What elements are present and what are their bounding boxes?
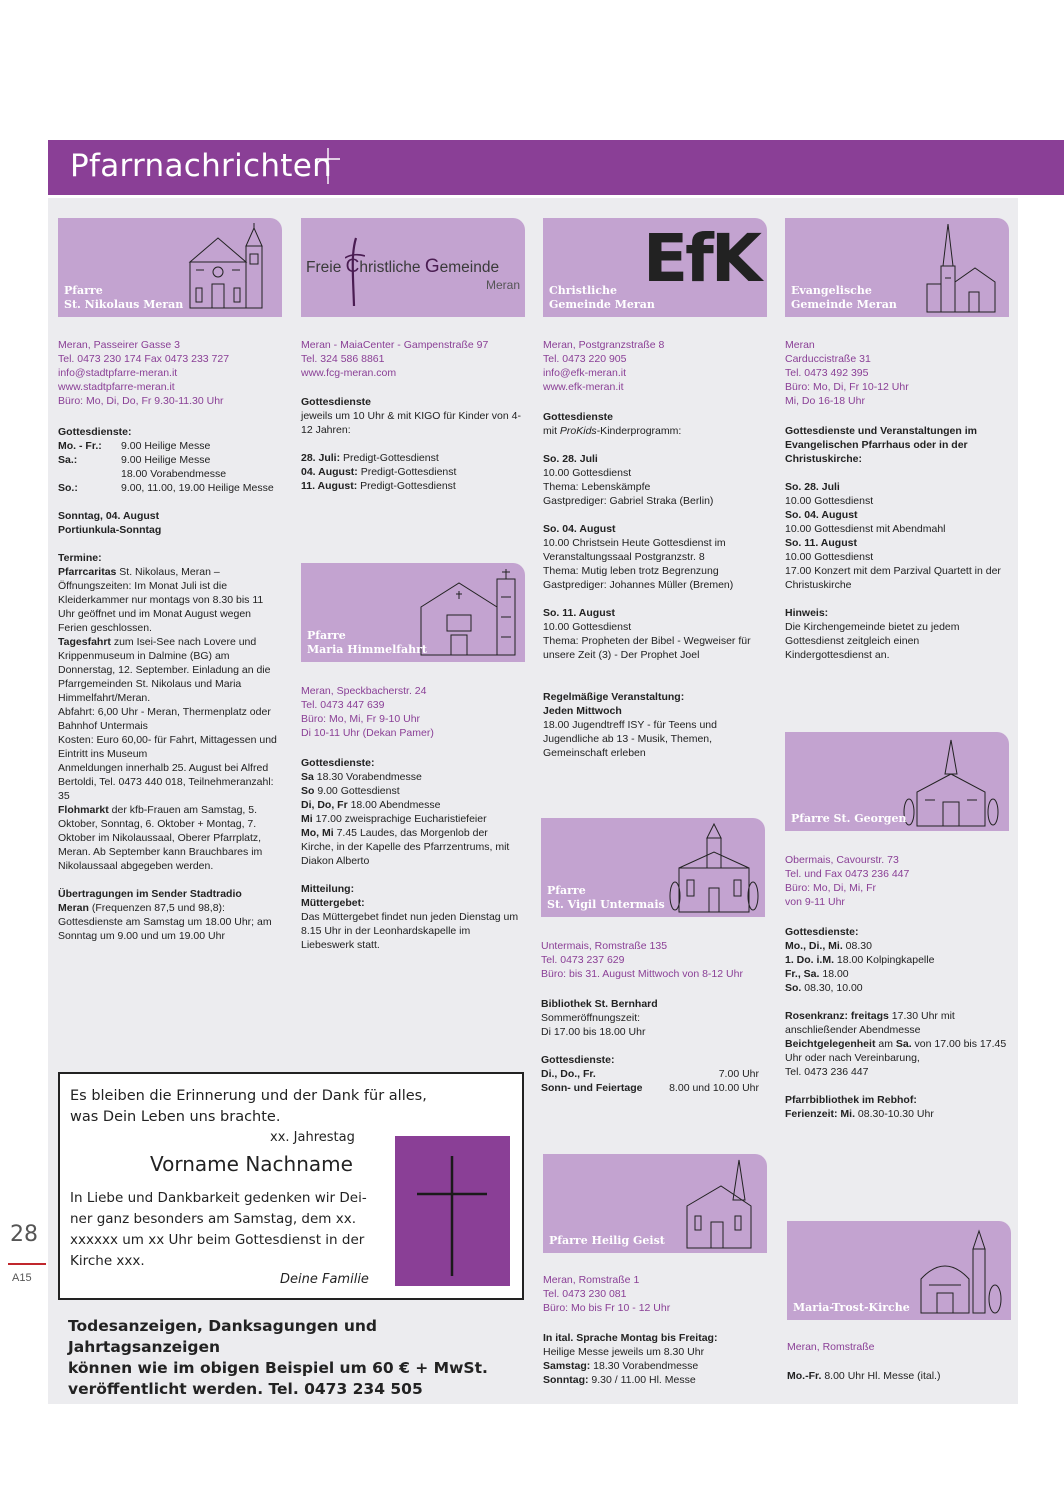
regular-subheading: Jeden Mittwoch: [543, 705, 622, 717]
services-st-vigil: [541, 997, 759, 1095]
office-hours: Büro: Mo, Di, Do, Fr 9.30-11.30 Uhr: [58, 395, 224, 407]
service-date: So. 28. Juli: [785, 481, 840, 493]
church-icon: [681, 1158, 757, 1250]
address: Obermais, Cavourstr. 73: [785, 854, 899, 866]
phone: Tel. 0473 220 905: [543, 353, 627, 365]
service-line: 10.00 Gottesdienst: [785, 551, 874, 563]
parish-name-line: Maria Himmelfahrt: [307, 643, 427, 656]
email-link[interactable]: info@stadtpfarre-meran.it: [58, 367, 178, 379]
termine-anmeldung: Anmeldungen innerhalb 25. August bei Alfred Bertoldi, Tel. 0473 440 018, Teilnehmeranzahl: 35: [58, 762, 274, 802]
radio-heading: Übertragungen im Sender Stadtradio: [58, 888, 242, 900]
date-value: Predigt-Gottesdienst: [357, 466, 457, 478]
regular-heading: Regelmäßige Veranstaltung:: [543, 691, 685, 703]
service-row: [301, 826, 523, 868]
services-fcg: [301, 395, 525, 493]
library-heading: Bibliothek St. Bernhard: [541, 998, 658, 1010]
fcg-logo-sub: Meran: [485, 278, 520, 292]
parish-name-line: Pfarre: [64, 284, 103, 297]
service-line: Heilige Messe jeweils um 8.30 Uhr: [543, 1346, 705, 1358]
ad-notice: [68, 1316, 528, 1400]
office-hours: Mi, Do 16-18 Uhr: [785, 395, 865, 407]
memorial-quote-line: Es bleiben die Erinnerung und der Dank für alles,: [70, 1088, 427, 1104]
fcg-logo-letter: G: [424, 256, 440, 277]
cross-icon: [395, 1136, 510, 1286]
fcg-logo-word: Freie: [306, 259, 342, 276]
service-row: [787, 1369, 1009, 1383]
parish-name: Maria-Trost-Kirche: [793, 1301, 910, 1314]
caritas-label: Pfarrcaritas: [58, 566, 117, 578]
service-preacher: Gastprediger: Gabriel Straka (Berlin): [543, 495, 714, 507]
notice-heading: Mitteilung:: [301, 883, 355, 895]
service-time: 18.00: [819, 968, 849, 980]
confession-day: Sa.: [895, 1038, 912, 1050]
date-value: Predigt-Gottesdienst: [357, 480, 456, 492]
contact-fcg: [301, 338, 531, 380]
notice-text: Das Müttergebet findet nun jeden Dienstag um 8.15 Uhr in der Leonhardskapelle im Liebeswerk statt.: [301, 911, 519, 951]
service-day: Mo, Mi: [301, 827, 334, 839]
header-fcg: [301, 218, 525, 317]
memorial-body-line: In Liebe und Dankbarkeit gedenken wir Dei-: [70, 1190, 367, 1206]
service-date: So. 11. August: [785, 537, 857, 549]
contact-heilig-geist: [543, 1273, 773, 1315]
termine-tagesfahrt: [58, 635, 282, 705]
service-row: [543, 1373, 765, 1387]
phone: Tel. 0473 236 447: [785, 1066, 869, 1078]
date-label: 28. Juli:: [301, 452, 341, 464]
services-text-pre: mit: [543, 425, 560, 437]
parish-name-line: Christliche: [549, 284, 618, 297]
service-date: [301, 451, 525, 465]
email-link[interactable]: info@efk-meran.it: [543, 367, 627, 379]
address: Meran, Romstraße 1: [543, 1274, 640, 1286]
rosary-body: 17.30 Uhr mit anschließender Abendmesse: [785, 1010, 955, 1036]
services-maria-trost: [787, 1369, 1009, 1383]
rosary-label: Rosenkranz: freitags: [785, 1010, 889, 1022]
fcg-logo: [306, 256, 499, 278]
service-day: So.:: [58, 482, 78, 494]
services-heilig-geist: [543, 1331, 765, 1387]
service-row: [301, 798, 523, 812]
service-day: 1. Do. i.M.: [785, 954, 835, 966]
prokids-label: ProKids: [559, 425, 597, 437]
web-link[interactable]: www.efk-meran.it: [543, 381, 624, 393]
service-time: 9.00, 11.00, 19.00 Heilige Messe: [121, 482, 274, 494]
service-time: 18.00 Kolpingkapelle: [834, 954, 935, 966]
parish-name-line: St. Vigil Untermais: [547, 898, 665, 911]
parish-name: [791, 284, 897, 312]
service-day: Mo. - Fr.:: [58, 440, 102, 452]
header-heilig-geist: [543, 1154, 767, 1253]
confession-body: von 17.00 bis 17.45 Uhr oder nach Vereinbarung,: [785, 1038, 1007, 1064]
address: Meran, Romstraße: [787, 1341, 875, 1353]
service-preacher: Gastprediger: Johannes Müller (Bremen): [543, 579, 734, 591]
service-row: [301, 770, 523, 784]
termine-heading: Termine:: [58, 552, 102, 564]
services-text: jeweils um 10 Uhr & mit KIGO für Kinder von 4-12 Jahren:: [301, 410, 521, 436]
address: Untermais, Romstraße 135: [541, 940, 668, 952]
parish-name-line: Gemeinde Meran: [549, 298, 655, 311]
parish-name-line: Gemeinde Meran: [791, 298, 897, 311]
flohmarkt-label: Flohmarkt: [58, 804, 109, 816]
phone: Tel. 0473 447 639: [301, 699, 385, 711]
fcg-logo-word: hristliche: [359, 259, 421, 276]
service-time: 7.00 Uhr: [718, 1068, 759, 1080]
library-time: 08.30-10.30 Uhr: [855, 1108, 934, 1120]
address: Meran - MaiaCenter - Gampenstraße 97: [301, 339, 489, 351]
page-code: A15: [12, 1272, 32, 1284]
service-row: [785, 967, 1007, 981]
regular-text: 18.00 Jugendtreff ISY - für Teens und Jugendliche ab 13 - Musik, Themen, Gemeinschaft erleben: [543, 719, 717, 759]
service-day: Mi: [301, 813, 313, 825]
memorial-name: Vorname Nachname: [150, 1152, 353, 1176]
office-hours: Büro: Mo, Mi, Fr 9-10 Uhr: [301, 713, 421, 725]
tagesfahrt-label: Tagesfahrt: [58, 636, 111, 648]
services-heading: Gottesdienste:: [785, 926, 859, 938]
service-row: [301, 784, 523, 798]
service-day: Sa: [301, 771, 314, 783]
church-icon: [669, 822, 759, 914]
service-day: Sa.:: [58, 454, 78, 466]
phone: Tel. 324 586 8861: [301, 353, 385, 365]
service-day: Mo., Di., Mi.: [785, 940, 843, 952]
service-time: 08.30: [842, 940, 872, 952]
library-line: Di 17.00 bis 18.00 Uhr: [541, 1026, 646, 1038]
termine-abfahrt: Abfahrt: 6,00 Uhr - Meran, Thermenplatz oder Bahnhof Untermais: [58, 706, 271, 732]
fcg-logo-word: emeinde: [439, 259, 500, 276]
ad-line: können wie im obigen Beispiel um 60 € + MwSt.: [68, 1359, 488, 1377]
services-st-georgen: [785, 925, 1007, 1121]
memorial-body-line: Kirche xxx.: [70, 1253, 145, 1269]
sunday-subtitle: Portiunkula-Sonntag: [58, 524, 162, 536]
church-icon: [915, 1227, 1003, 1315]
service-line: 10.00 Christsein Heute Gottesdienst im Veranstaltungssaal Postgranzstr. 8: [543, 537, 726, 563]
section-title: Pfarrnachrichten: [70, 148, 333, 184]
phone: Tel. 0473 237 629: [541, 954, 625, 966]
contact-evangelisch: [785, 338, 1015, 408]
service-day: Sonntag:: [543, 1374, 589, 1386]
phone: Tel. und Fax 0473 236 447: [785, 868, 910, 880]
service-day: Mo.-Fr.: [787, 1370, 822, 1382]
page-divider: [8, 1263, 46, 1265]
office-hours: Büro: bis 31. August Mittwoch von 8-12 Uhr: [541, 968, 743, 980]
memorial-notice-box: [58, 1072, 524, 1300]
address: Meran: [785, 339, 815, 351]
services-heading: Gottesdienste: [301, 396, 372, 408]
radio-label: Meran: [58, 902, 89, 914]
contact-maria-trost: [787, 1340, 1017, 1354]
services-heading: In ital. Sprache Montag bis Freitag:: [543, 1332, 718, 1344]
service-time: 8.00 Uhr Hl. Messe (ital.): [821, 1370, 941, 1382]
services-st-nikolaus: [58, 425, 282, 943]
parish-name: Pfarre St. Georgen: [791, 812, 907, 825]
confession-mid: am: [875, 1038, 896, 1050]
tagesfahrt-text: zum Isei-See nach Lovere und Krippenmuseum in Dalmine (BG) am Donnerstag, 12. September. Einladung an die Pfarrgemeinden St. Nikolaus und Maria Himmelfahrt/Meran.: [58, 636, 271, 704]
web-link[interactable]: www.stadtpfarre-meran.it: [58, 381, 175, 393]
contact-efk: [543, 338, 773, 394]
contact-maria-himmelfahrt: [301, 684, 531, 740]
header-evangelisch: [785, 218, 1009, 317]
header-st-vigil: [541, 818, 765, 917]
header-st-nikolaus: [58, 218, 282, 317]
memorial-family: Deine Familie: [280, 1272, 369, 1287]
services-evangelisch: [785, 424, 1007, 662]
service-line: 17.00 Konzert mit dem Parzival Quartett in der Christuskirche: [785, 565, 1001, 591]
library-hours: [785, 1107, 1007, 1121]
confession-label: Beichtgelegenheit: [785, 1038, 876, 1050]
service-row: [541, 1067, 759, 1081]
service-day: Fr., Sa.: [785, 968, 820, 980]
church-icon: [925, 222, 997, 314]
date-label: 04. August:: [301, 466, 358, 478]
cross-icon: [313, 146, 343, 186]
service-time: 9.00 Heilige Messe: [121, 454, 211, 466]
address: Meran, Passeirer Gasse 3: [58, 339, 180, 351]
header-maria-trost: [787, 1221, 1011, 1320]
date-value: Predigt-Gottesdienst: [340, 452, 439, 464]
service-date: So. 28. Juli: [543, 453, 598, 465]
contact-st-nikolaus: [58, 338, 288, 408]
contact-st-georgen: [785, 853, 1015, 909]
parish-name-line: Pfarre: [307, 629, 346, 642]
service-date: So. 04. August: [543, 523, 616, 535]
parish-name: Pfarre Heilig Geist: [549, 1234, 665, 1247]
service-time: 7.45 Laudes, das Morgenlob der Kirche, in der Kapelle des Pfarrzentrums, mit Diakon Alberto: [301, 827, 510, 867]
web-link[interactable]: www.fcg-meran.com: [301, 367, 397, 379]
service-day: So: [301, 785, 315, 797]
date-label: 11. August:: [301, 480, 358, 492]
page-number: 28: [10, 1222, 38, 1247]
church-icon: [415, 567, 519, 657]
memorial-cross-panel: [395, 1136, 510, 1286]
services-heading: Gottesdienste und Veranstaltungen im Evangelischen Pfarrhaus oder in der Christuskirche:: [785, 425, 977, 465]
phone: Tel. 0473 230 174 Fax 0473 233 727: [58, 353, 230, 365]
service-line: 10.00 Gottesdienst mit Abendmahl: [785, 523, 946, 535]
church-icon: [182, 222, 274, 312]
services-text: [543, 424, 765, 438]
memorial-quote-line: was Dein Leben uns brachte.: [70, 1109, 281, 1125]
memorial-quote: [70, 1086, 427, 1128]
services-efk: [543, 410, 765, 760]
service-date: So. 11. August: [543, 607, 615, 619]
service-date: [301, 479, 525, 493]
ad-line: veröffentlicht werden. Tel. 0473 234 505: [68, 1380, 423, 1398]
service-time: 18.00 Vorabendmesse: [121, 468, 227, 480]
phone: Tel. 0473 492 395: [785, 367, 869, 379]
church-icon: [903, 736, 999, 828]
header-maria-himmelfahrt: [301, 563, 525, 662]
service-row: [541, 1081, 759, 1095]
parish-name-line: St. Nikolaus Meran: [64, 298, 184, 311]
service-time: 18.00 Abendmesse: [347, 799, 441, 811]
service-line: 10.00 Gottesdienst: [543, 621, 632, 633]
fcg-logo-letter: C: [345, 256, 360, 277]
service-day: Sonn- und Feiertage: [541, 1082, 643, 1094]
sunday-title: Sonntag, 04. August: [58, 510, 160, 522]
service-line: 10.00 Gottesdienst: [543, 467, 632, 479]
termine-flohmarkt: [58, 803, 282, 873]
service-time: 08.30, 10.00: [801, 982, 863, 994]
service-time: 8.00 und 10.00 Uhr: [669, 1082, 759, 1094]
service-day: Samstag:: [543, 1360, 591, 1372]
service-date: So. 04. August: [785, 509, 858, 521]
service-time: 9.30 / 11.00 Hl. Messe: [588, 1374, 696, 1386]
phone: Tel. 0473 230 081: [543, 1288, 627, 1300]
contact-st-vigil: [541, 939, 771, 981]
office-hours: Büro: Mo bis Fr 10 - 12 Uhr: [543, 1302, 671, 1314]
service-theme: Thema: Lebenskämpfe: [543, 481, 651, 493]
services-table: [58, 439, 282, 495]
service-day: So.: [785, 982, 802, 994]
service-row: [543, 1359, 765, 1373]
memorial-anniversary: xx. Jahrestag: [270, 1130, 355, 1145]
flohmarkt-text: der kfb-Frauen am Samstag, 5. Oktober, Sonntag, 6. Oktober + Montag, 7. Oktober im Nikolaussaal, Oberer Pfarrplatz, Meran. Ab September kann Brauchbares im Nikolaussaal abgegeben werden.: [58, 804, 263, 872]
services-text-post: -Kinderprogramm:: [596, 425, 682, 437]
service-row: [785, 939, 1007, 953]
office-hours: von 9-11 Uhr: [785, 896, 845, 908]
address: Carduccistraße 31: [785, 353, 871, 365]
cross-figure-icon: [345, 234, 365, 308]
radio-text: [58, 901, 282, 943]
library-line: Sommeröffnungszeit:: [541, 1012, 641, 1024]
ad-line: Todesanzeigen, Danksagungen und Jahrtagsanzeigen: [68, 1317, 377, 1356]
notice-text: Die Kirchengemeinde bietet zu jedem Gottesdienst zeitgleich einen Kindergottesdienst an.: [785, 621, 960, 661]
service-row: [785, 981, 1007, 995]
section-banner: [48, 140, 1064, 195]
service-time: 17.00 zweisprachige Eucharistiefeier: [312, 813, 487, 825]
address: Meran, Speckbacherstr. 24: [301, 685, 427, 697]
service-time: 18.30 Vorabendmesse: [313, 771, 422, 783]
service-time: 9.00 Gottesdienst: [314, 785, 400, 797]
services-heading: Gottesdienste: [543, 411, 614, 423]
service-theme: Thema: Mutig leben trotz Begrenzung: [543, 565, 719, 577]
caritas-text: St. Nikolaus, Meran – Öffnungszeiten: Im Monat Juli ist die Kleiderkammer nur montags von 8.30 bis 11 Uhr geöffnet und im Monat August wegen Ferien geschlossen.: [58, 566, 264, 634]
services-heading: Gottesdienste:: [301, 757, 375, 769]
service-row: [301, 812, 523, 826]
radio-body: (Frequenzen 87,5 und 98,8): Gottesdienste am Samstag um 18.00 Uhr; am Sonntag um 9.00 und um 19.00 Uhr: [58, 902, 272, 942]
office-hours: Büro: Mo, Di, Fr 10-12 Uhr: [785, 381, 909, 393]
header-efk: [543, 218, 767, 317]
services-maria-himmelfahrt: [301, 756, 523, 952]
services-heading: Gottesdienste:: [541, 1054, 615, 1066]
termine-kosten: Kosten: Euro 60,00- für Fahrt, Mittagessen und Eintritt ins Museum: [58, 734, 277, 760]
service-time: 9.00 Heilige Messe: [121, 440, 211, 452]
services-heading: Gottesdienste:: [58, 426, 132, 438]
library-day: Ferienzeit: Mi.: [785, 1108, 856, 1120]
service-date: [301, 465, 525, 479]
confession-text: [785, 1037, 1007, 1065]
efk-logo: EfK: [643, 220, 759, 297]
service-day: Di, Do, Fr: [301, 799, 348, 811]
memorial-body: [70, 1188, 370, 1272]
notice-heading: Hinweis:: [785, 607, 829, 619]
parish-name-line: Pfarre: [547, 884, 586, 897]
office-hours: Büro: Mo, Di, Mi, Fr: [785, 882, 877, 894]
service-time: 18.30 Vorabendmesse: [590, 1360, 699, 1372]
address: Meran, Postgranzstraße 8: [543, 339, 665, 351]
parish-name: [64, 284, 183, 312]
parish-name: [547, 884, 665, 912]
service-day: Di., Do., Fr.: [541, 1068, 596, 1080]
notice-subheading: Müttergebet:: [301, 897, 365, 909]
service-day: [58, 467, 121, 481]
library-heading: Pfarrbibliothek im Rebhof:: [785, 1094, 917, 1106]
parish-name-line: Evangelische: [791, 284, 872, 297]
service-row: [785, 953, 1007, 967]
service-theme: Thema: Propheten der Bibel - Wegweiser für unsere Zeit (3) - Der Prophet Joel: [543, 635, 751, 661]
service-line: 10.00 Gottesdienst: [785, 495, 874, 507]
parish-name: [307, 629, 427, 657]
memorial-body-line: xxxxxx um xx Uhr beim Gottesdienst in der: [70, 1232, 365, 1248]
parish-name: [549, 284, 655, 312]
memorial-body-line: ner ganz besonders am Samstag, dem xx.: [70, 1211, 356, 1227]
office-hours: Di 10-11 Uhr (Dekan Pamer): [301, 727, 434, 739]
termine-caritas: [58, 565, 282, 635]
rosary-text: [785, 1009, 1007, 1037]
header-st-georgen: [785, 732, 1009, 831]
